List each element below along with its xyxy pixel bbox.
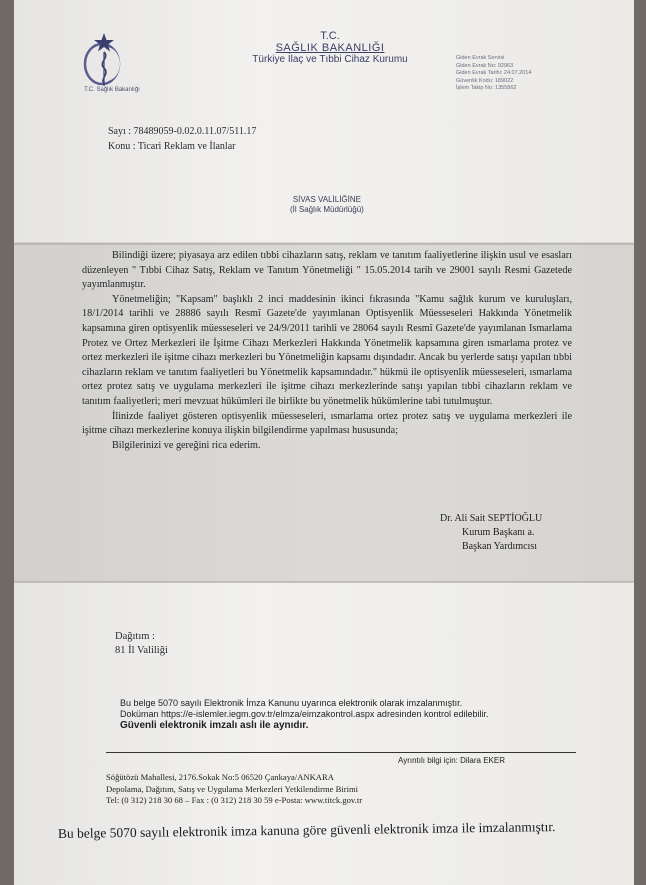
org-line-ministry: SAĞLIK BAKANLIĞI bbox=[275, 42, 385, 54]
footer-line: Söğütözü Mahallesi, 2176.Sokak No:5 06520 Çankaya/ANKARA bbox=[106, 772, 334, 782]
e-signature-notice bbox=[120, 698, 489, 731]
e-signature-line: Doküman https://e-islemler.iegm.gov.tr/elmza/eimzakontrol.aspx adresinden kontrol edilebilir. bbox=[120, 709, 489, 719]
contact-person: Ayrıntılı bilgi için: Dilara EKER bbox=[398, 756, 505, 765]
footer-line: Tel: (0 312) 218 30 68 – Fax : (0 312) 218 30 59 e-Posta: www.titck.gov.tr bbox=[106, 795, 363, 805]
footer-line: Depolama, Dağıtım, Satış ve Uygulama Merkezleri Yetkilendirme Birimi bbox=[106, 783, 359, 794]
signer-title: Başkan Yardımcısı bbox=[462, 541, 537, 552]
recipient-name: SİVAS VALİLİĞİNE bbox=[292, 195, 361, 204]
organization-header bbox=[220, 30, 440, 65]
distribution-value: 81 İl Valiliği bbox=[115, 645, 168, 656]
stamp-line: Giden Evrak No: 92963 bbox=[456, 62, 514, 69]
recipient bbox=[290, 195, 364, 215]
e-signature-line: Güvenli elektronik imzalı aslı ile aynıdır. bbox=[120, 720, 309, 731]
footer-divider bbox=[106, 752, 576, 753]
body-paragraph: Bilgilerinizi ve gereğini rica ederim. bbox=[112, 439, 261, 451]
outgoing-document-stamp bbox=[456, 55, 531, 93]
stamp-line: Güvenlik Kodu: 189022 bbox=[456, 77, 514, 84]
recipient-unit: (İl Sağlık Müdürlüğü) bbox=[290, 205, 364, 214]
document-meta bbox=[108, 124, 256, 154]
org-line-agency: Türkiye İlaç ve Tıbbi Cihaz Kurumu bbox=[252, 54, 408, 65]
stamp-line: İşlem Takip No: 1355862 bbox=[456, 85, 517, 91]
stamp-line: Giden Evrak Servisi bbox=[456, 55, 505, 61]
signature-block bbox=[440, 512, 542, 554]
fold-line bbox=[14, 581, 634, 583]
org-line-tc: T.C. bbox=[320, 30, 340, 42]
body-paragraph: İlinizde faaliyet gösteren optisyenlik müesseseleri, ısmarlama ortez protez satış ve uygulama merkezleri ile işitme cihazı merkezlerine konuya ilişkin bilgilendirme yapılması hususunda; bbox=[82, 410, 572, 437]
signer-title: Kurum Başkanı a. bbox=[462, 527, 535, 538]
signer-name: Dr. Ali Sait SEPTİOĞLU bbox=[440, 513, 543, 524]
document-subject: Konu : Ticari Reklam ve İlanlar bbox=[108, 141, 236, 152]
distribution-label: Dağıtım : bbox=[115, 631, 155, 642]
e-signature-line: Bu belge 5070 sayılı Elektronik İmza Kanunu uyarınca elektronik olarak imzalanmıştır. bbox=[120, 698, 463, 708]
letter-body bbox=[82, 249, 572, 453]
distribution bbox=[115, 630, 168, 658]
logo-caption: T.C. Sağlık Bakanlığı bbox=[84, 87, 140, 93]
stamp-line: Giden Evrak Tarihi: 24.07.2014 bbox=[456, 70, 532, 76]
handwritten-note: Bu belge 5070 sayılı elektronik imza kanuna göre güvenli elektronik imza ile imzalanmıştır. bbox=[57, 819, 556, 841]
body-paragraph: Yönetmeliğin; "Kapsam" başlıklı 2 inci maddesinin ikinci fıkrasında "Kamu sağlık kurum ve kuruluşları, 18/1/2014 tarihli ve 28886 sayılı Resmî Gazete'de yayımlanan Optisyenlik Müesseseleri Hakkında Yönetmelik kapsamına giren optisyenlik müesseseleri ve 24/9/2011 tarihli ve 28064 sayılı Resmî Gazete'de yayımlanan Ismarlama Protez ve Ortez Merkezleri ile İşitme Cihazı Merkezleri Hakkında Yönetmelik kapsamına giren ısmarlama protez ve ortez merkezleri ile işitme cihazı merkezleri bu Yönetmeliğin kapsamı dışındadır. Ancak bu yerlerde satışı yapılan tıbbi cihazların reklam ve tanıtım faaliyetleri bu Yönetmelik kapsamındadır." hükmü ile optisyenlik müesseseleri, ısmarlama ortez protez satış ve uygulama merkezleri ile işitme cihazı merkezlerinde satışı yapılan tıbbi cihazların reklam ve tanıtım faaliyetleri; meri mevzuat hükümleri ile birlikte bu yönetmelik hükümlerine tabi tutulmuştur. bbox=[82, 293, 572, 407]
ministry-logo-icon bbox=[80, 30, 144, 90]
fold-line bbox=[14, 243, 634, 245]
document-number: Sayı : 78489059-0.02.0.11.07/511.17 bbox=[108, 126, 257, 137]
footer-address bbox=[106, 772, 362, 807]
body-paragraph: Bilindiği üzere; piyasaya arz edilen tıbbi cihazların satış, reklam ve tanıtım faaliyetlerine ilişkin usul ve esasları düzenleyen " Tıbbi Cihaz Satış, Reklam ve Tanıtım Yönetmeliği " 15.05.2014 tarih ve 29001 sayılı Resmi Gazetede yayımlanmıştır. bbox=[82, 250, 572, 291]
